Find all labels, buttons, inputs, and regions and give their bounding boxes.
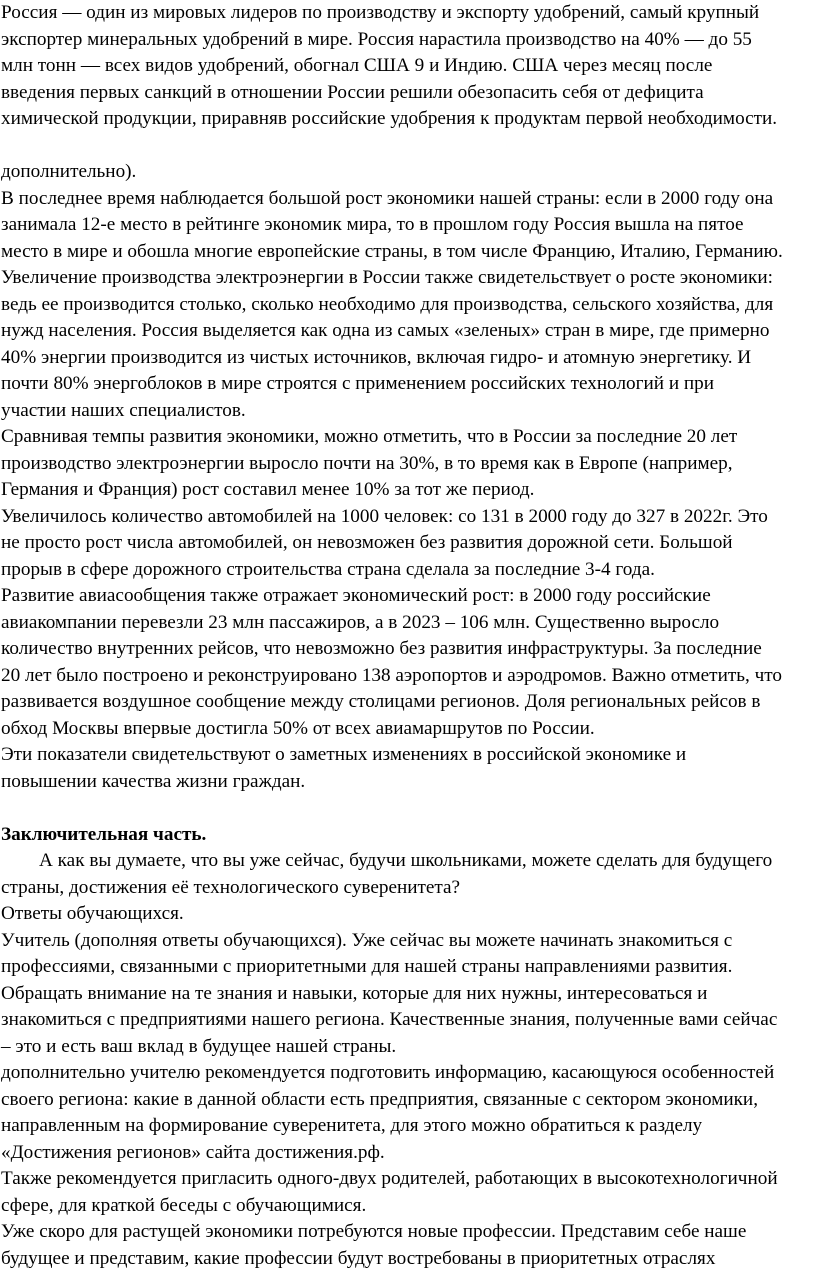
- text-line: Увеличение производства электроэнергии в России также свидетельствует о росте экономики:: [1, 267, 773, 288]
- intro-paragraph: [1, 0, 816, 133]
- text-line: производство электроэнергии выросло почти на 30%, в то время как в Европе (например,: [1, 452, 733, 474]
- text-line: введения первых санкций в отношении России решили обезопасить себя от дефицита: [1, 81, 704, 103]
- text-line: – это и есть ваш вклад в будущее нашей страны.: [1, 1035, 397, 1057]
- text-line: сфере, для краткой беседы с обучающимися.: [1, 1194, 367, 1216]
- text-line: своего региона: какие в данной области есть предприятия, связанные с сектором экономики,: [1, 1088, 758, 1110]
- text-line: Эти показатели свидетельствуют о заметных изменениях в российской экономике и: [1, 744, 687, 765]
- text-line: Сравнивая темпы развития экономики, можно отметить, что в России за последние 20 лет: [1, 426, 738, 447]
- text-line: 40% энергии производится из чистых источников, включая гидро- и атомную энергетику. И: [1, 346, 752, 368]
- document-page: [1, 0, 816, 1272]
- text-line: «Достижения регионов» сайта достижения.рф.: [1, 1141, 385, 1163]
- text-line: Россия — один из мировых лидеров по производству и экспорту удобрений, самый крупный: [1, 2, 760, 23]
- text-line: Учитель (дополняя ответы обучающихся). Уже сейчас вы можете начинать знакомиться с: [1, 929, 733, 951]
- blank-line: [1, 795, 816, 822]
- text-line: Также рекомендуется пригласить одного-двух родителей, работающих в высокотехнологичной: [1, 1168, 778, 1189]
- text-line: повышении качества жизни граждан.: [1, 770, 306, 792]
- text-line: участии наших специалистов.: [1, 399, 246, 421]
- text-line: занимала 12-е место в рейтинге экономик мира, то в прошлом году Россия вышла на пятое: [1, 214, 744, 235]
- text-line: Германия и Франция) рост составил менее 10% за тот же период.: [1, 479, 535, 500]
- text-line: обход Москвы впервые достигла 50% от всех авиамаршрутов по России.: [1, 717, 595, 739]
- text-line: экспортер минеральных удобрений в мире. Россия нарастила производство на 40% — до 55: [1, 28, 752, 50]
- text-line: нужд населения. Россия выделяется как одна из самых «зеленых» стран в мире, где примерно: [1, 320, 770, 341]
- blank-line: [1, 133, 816, 160]
- text-line: количество внутренних рейсов, что невозможно без развития инфраструктуры. За последние: [1, 638, 762, 659]
- text-line: А как вы думаете, что вы уже сейчас, будучи школьниками, можете сделать для будущего: [39, 850, 773, 871]
- text-line: не просто рост числа автомобилей, он невозможен без развития дорожной сети. Большой: [1, 532, 733, 553]
- text-line: развивается воздушное сообщение между столицами регионов. Доля региональных рейсов в: [1, 691, 761, 712]
- text-line: почти 80% энергоблоков в мире строятся с применением российских технологий и при: [1, 373, 715, 394]
- text-line: млн тонн — всех видов удобрений, обогнал США 9 и Индию. США через месяц после: [1, 55, 713, 76]
- text-line: дополнительно).: [1, 161, 137, 182]
- text-line: Обращать внимание на те знания и навыки, которые для них нужны, интересоваться и: [1, 982, 708, 1004]
- text-line: ведь ее производится столько, сколько необходимо для производства, сельского хозяйства, для: [1, 293, 774, 315]
- section-heading: Заключительная часть.: [1, 823, 207, 845]
- text-line: Ответы обучающихся.: [1, 903, 184, 924]
- economy-section: [1, 159, 816, 795]
- final-section: [1, 822, 816, 1273]
- text-line: химической продукции, приравняв российские удобрения к продуктам первой необходимости.: [1, 108, 778, 129]
- text-line: профессиями, связанными с приоритетными для нашей страны направлениями развития.: [1, 956, 733, 977]
- text-line: страны, достижения её технологического суверенитета?: [1, 876, 461, 898]
- text-line: дополнительно учителю рекомендуется подготовить информацию, касающуюся особенностей: [1, 1062, 775, 1083]
- text-line: будущее и представим, какие профессии будут востребованы в приоритетных отраслях: [1, 1247, 716, 1269]
- text-line: знакомиться с предприятиями нашего региона. Качественные знания, полученные вами сейчас: [1, 1009, 778, 1030]
- text-line: место в мире и обошла многие европейские страны, в том числе Францию, Италию, Германию.: [1, 240, 783, 262]
- text-line: направленным на формирование суверенитета, для этого можно обратиться к разделу: [1, 1115, 703, 1136]
- text-line: Увеличилось количество автомобилей на 1000 человек: со 131 в 2000 году до 327 в 2022г. Это: [1, 505, 768, 527]
- text-line: 20 лет было построено и реконструировано 138 аэропортов и аэродромов. Важно отметить, что: [1, 664, 782, 686]
- text-line: прорыв в сфере дорожного строительства страна сделала за последние 3-4 года.: [1, 558, 655, 580]
- text-line: авиакомпании перевезли 23 млн пассажиров, а в 2023 – 106 млн. Существенно выросло: [1, 611, 720, 633]
- text-line: В последнее время наблюдается большой рост экономики нашей страны: если в 2000 году она: [1, 187, 774, 209]
- text-line: Развитие авиасообщения также отражает экономический рост: в 2000 году российские: [1, 585, 711, 606]
- text-line: Уже скоро для растущей экономики потребуются новые профессии. Представим себе наше: [1, 1221, 747, 1242]
